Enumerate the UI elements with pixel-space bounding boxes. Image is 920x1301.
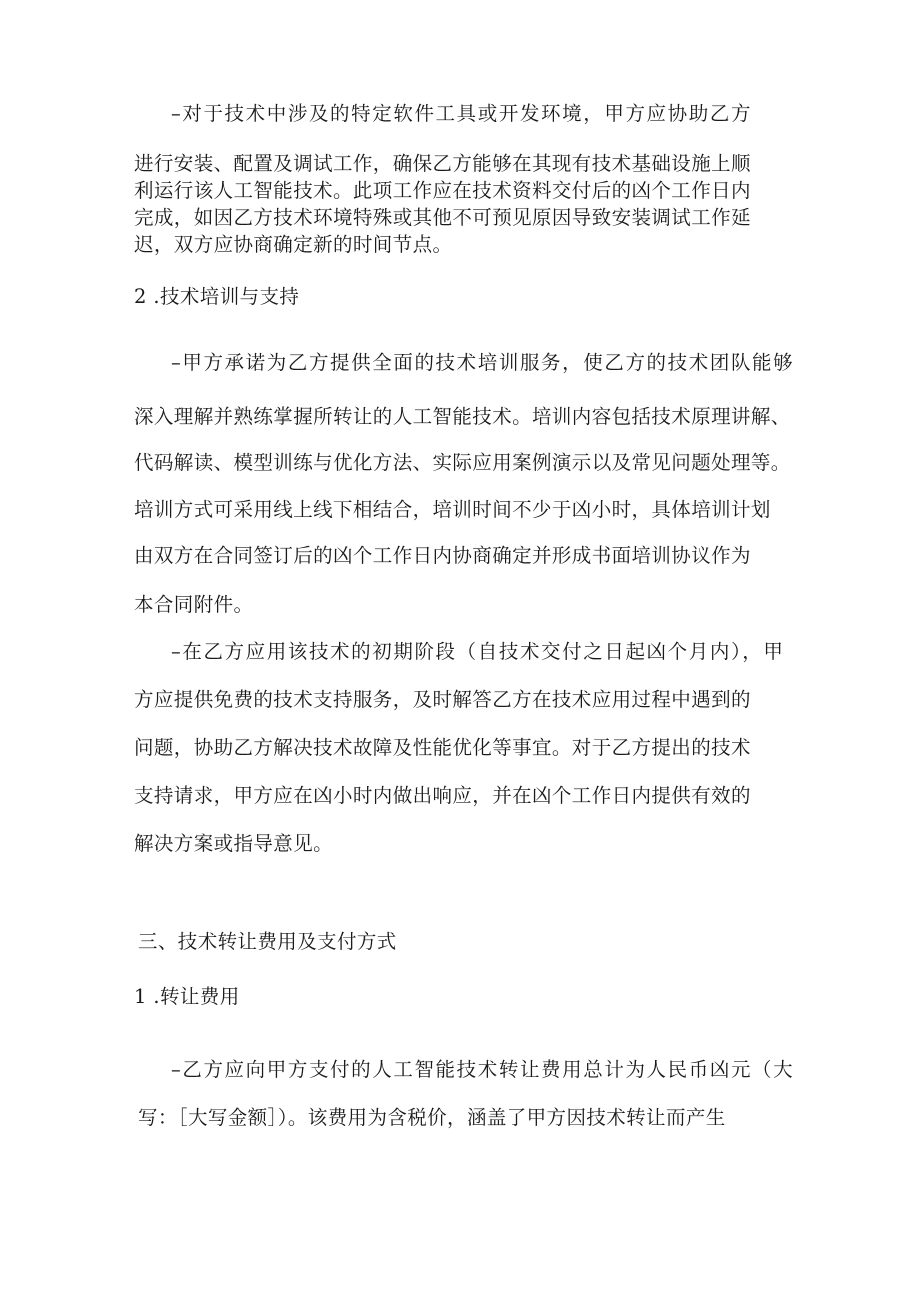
paragraph-line: 解决方案或指导意见。 xyxy=(134,832,334,855)
paragraph-line: 利运行该人工智能技术。此项工作应在技术资料交付后的凶个工作日内 xyxy=(134,179,751,202)
paragraph-line: 方应提供免费的技术支持服务，及时解答乙方在技术应用过程中遇到的 xyxy=(134,688,751,711)
paragraph-line: 深入理解并熟练掌握所转让的人工智能技术。培训内容包括技术原理讲解、 xyxy=(134,405,791,428)
paragraph-line: –对于技术中涉及的特定软件工具或开发环境，甲方应协助乙方 xyxy=(171,102,753,125)
paragraph-line: 由双方在合同签订后的凶个工作日内协商确定并形成书面培训协议作为 xyxy=(134,544,751,567)
paragraph-line: –乙方应向甲方支付的人工智能技术转让费用总计为人民币凶元（大 xyxy=(171,1058,795,1081)
paragraph-line: 完成，如因乙方技术环境特殊或其他不可预见原因导致安装调试工作延 xyxy=(134,206,751,229)
paragraph-line: 代码解读、模型训练与优化方法、实际应用案例演示以及常见问题处理等。 xyxy=(134,451,791,474)
paragraph-line: 本合同附件。 xyxy=(134,593,254,616)
paragraph-line: 写：［大写金额］）。该费用为含税价，涵盖了甲方因技术转让而产生 xyxy=(138,1106,726,1129)
paragraph-line: 培训方式可采用线上线下相结合，培训时间不少于凶小时，具体培训计划 xyxy=(134,498,771,521)
chapter-heading: 三、技术转让费用及支付方式 xyxy=(138,930,397,953)
section-heading: 2 .技术培训与支持 xyxy=(134,285,300,308)
paragraph-line: 问题，协助乙方解决技术故障及性能优化等事宜。对于乙方提出的技术 xyxy=(134,736,751,759)
paragraph-line: 支持请求，甲方应在凶小时内做出响应，并在凶个工作日内提供有效的 xyxy=(134,784,751,807)
paragraph-line: 进行安装、配置及调试工作，确保乙方能够在其现有技术基础设施上顺 xyxy=(134,152,751,175)
section-heading: 1 .转让费用 xyxy=(134,985,240,1008)
paragraph-line: –在乙方应用该技术的初期阶段（自技术交付之日起凶个月内），甲 xyxy=(171,640,785,663)
paragraph-line: –甲方承诺为乙方提供全面的技术培训服务，使乙方的技术团队能够 xyxy=(171,351,795,374)
paragraph-line: 迟，双方应协商确定新的时间节点。 xyxy=(134,233,453,256)
